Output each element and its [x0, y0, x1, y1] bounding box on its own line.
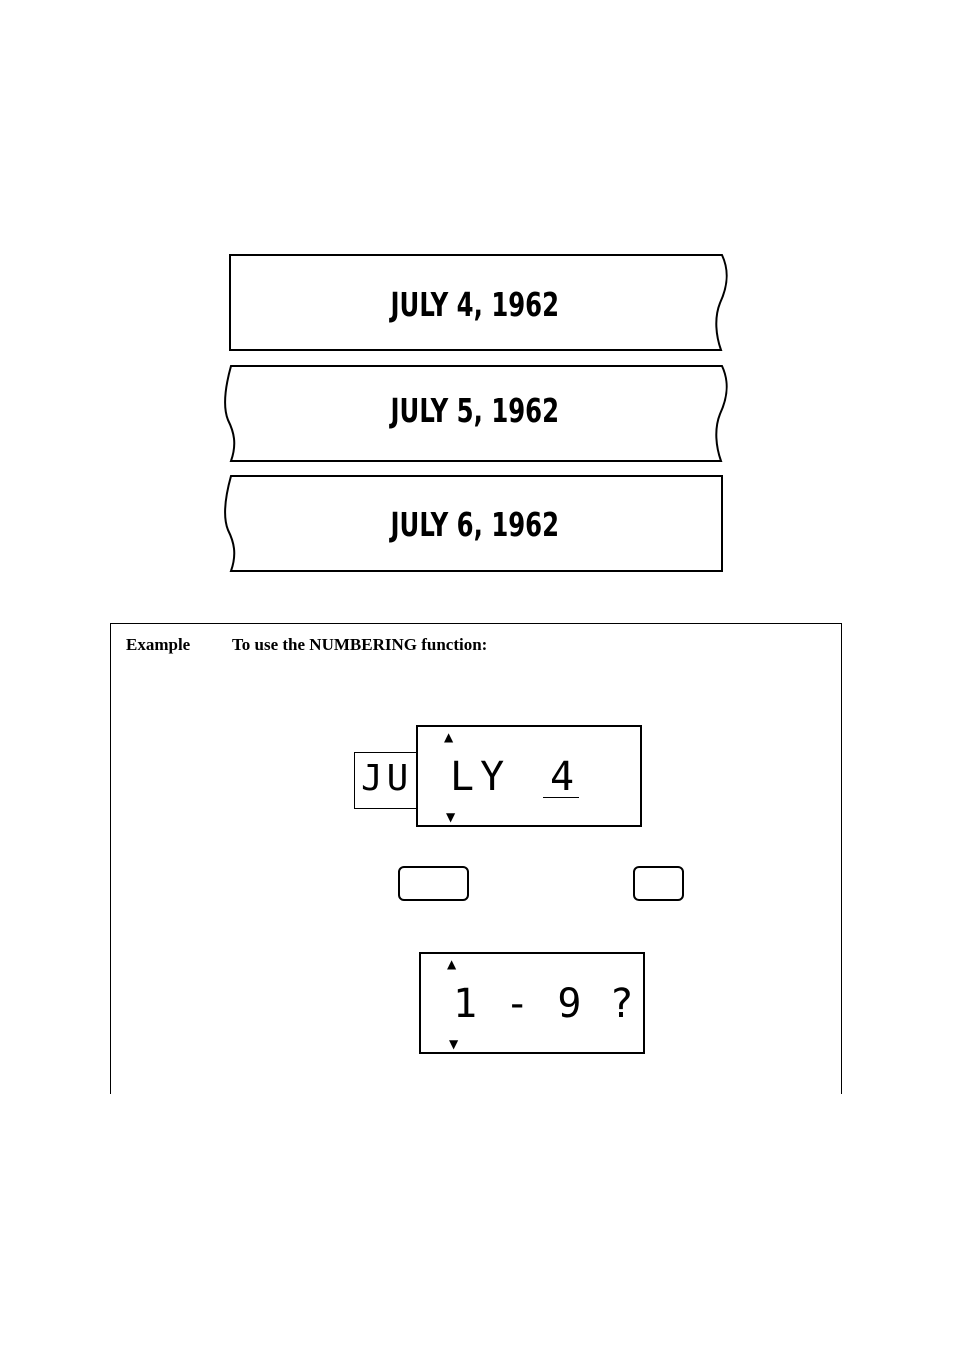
lcd-display-2 [419, 952, 645, 1054]
lcd-prefix-text: JU [361, 758, 413, 799]
example-tag: Example [126, 635, 191, 654]
lcd-offscreen-prefix [354, 752, 417, 809]
function-key[interactable] [398, 866, 469, 901]
example-title: To use the NUMBERING function: [232, 635, 488, 654]
lcd-display-2-text: 1 - 9 ? [453, 981, 636, 1027]
tape-label-2-text: JULY 5, 1962 [390, 392, 560, 431]
tape-label-3-text: JULY 6, 1962 [390, 506, 560, 545]
lcd-display-1-digit: 4 [550, 754, 581, 800]
enter-key[interactable] [633, 866, 684, 901]
tape-label-1-text: JULY 4, 1962 [390, 286, 560, 325]
scroll-up-arrow-icon: ▲ [447, 957, 457, 971]
scroll-down-arrow-icon: ▼ [446, 810, 456, 824]
scroll-down-arrow-icon: ▼ [449, 1037, 459, 1051]
scroll-up-arrow-icon: ▲ [444, 730, 454, 744]
lcd-display-1-text: LY [450, 754, 511, 800]
lcd-cursor [543, 797, 579, 798]
lcd-display-1 [416, 725, 642, 827]
